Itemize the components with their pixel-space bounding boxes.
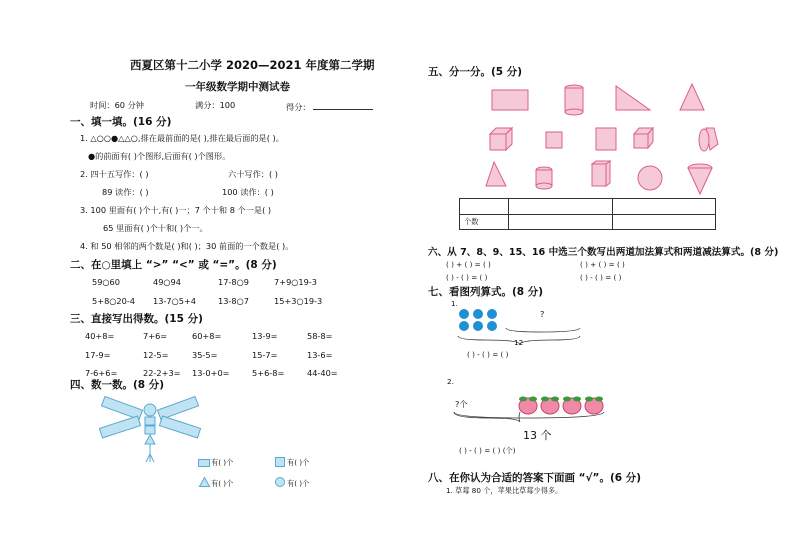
problem-2-total: 13 个 [523,429,552,442]
calc-item: 13-6= [307,350,333,360]
q2-line-a: 2. 四十五写作：( ) [80,169,149,179]
calc-item: 35-5= [192,350,218,360]
rectangle-icon [198,459,210,467]
q2-line-b: 六十写作：( ) [228,169,278,179]
section-1-heading: 一、填一填。(16 分) [70,116,172,128]
add-equation-1: ( ) + ( ) = ( ) [446,260,491,269]
section-2-heading: 二、在○里填上 “>” “<” 或 “=”。(8 分) [70,259,277,271]
section-5-heading: 五、分一分。(5 分) [428,66,523,78]
calc-item: 12-5= [143,350,169,360]
compare-item: 59○60 [92,277,120,287]
table-row-label: 个数 [464,217,479,226]
problem-1-equation: ( ) - ( ) = ( ) [467,350,509,359]
sub-equation-2: ( ) - ( ) = ( ) [580,273,622,282]
problem-2-number: 2. [447,377,454,386]
sub-equation-1: ( ) - ( ) = ( ) [446,273,488,282]
calc-item: 7-6+6= [85,368,118,378]
page-subtitle: 一年级数学期中测试卷 [185,81,290,93]
exam-time: 时间：60 分钟 [90,100,144,110]
calc-item: 60+8= [192,331,222,341]
classify-table [459,198,716,230]
score-field [286,100,373,113]
q4-line: 4. 和 50 相邻的两个数是( )和( )；30 前面的一个数是( )。 [80,241,294,251]
calc-item: 7+6= [143,331,168,341]
compare-item: 15+3○19-3 [274,296,323,306]
compare-item: 49○94 [153,277,181,287]
count-rectangle-label: 有( )个 [211,458,234,467]
calc-item: 5+6-8= [252,368,285,378]
solid-shapes-figure [480,82,740,192]
section-6-heading: 六、从 7、8、9、15、16 中选三个数写出两道加法算式和两道减法算式。(8 分) [428,247,779,258]
section-8-question-1: 1. 草莓 80 个，苹果比草莓少得多。 [446,486,563,495]
circle-icon [275,477,285,487]
compare-item: 5+8○20-4 [92,296,136,306]
problem-2-equation: ( ) - ( ) = ( ) (个) [459,446,516,455]
calc-item: 44-40= [307,368,338,378]
compare-item: 13-7○5+4 [153,296,197,306]
section-4-heading: 四、数一数。(8 分) [70,379,165,391]
count-circle-label: 有( )个 [287,479,310,488]
calc-item: 22-2+3= [143,368,181,378]
add-equation-2: ( ) + ( ) = ( ) [580,260,625,269]
dragonfly-shape-figure [96,400,206,480]
problem-1-number: 1. [451,299,458,308]
count-square-label: 有( )个 [287,458,310,467]
calc-item: 15-7= [252,350,278,360]
q2-line-d: 100 读作：( ) [222,187,274,197]
count-triangle-label: 有( )个 [211,479,234,488]
q1-line-a: 1. △○○●△△○,排在最前面的是( ),排在最后面的是( )。 [80,133,284,143]
section-8-heading: 八、在你认为合适的答案下面画 “√”。(6 分) [428,472,642,484]
q2-line-c: 89 读作：( ) [102,187,149,197]
section-3-heading: 三、直接写出得数。(15 分) [70,313,203,325]
q3-line-a: 3. 100 里面有( )个十,有( )一；7 个十和 8 个一是( ) [80,205,272,215]
page-title: 西夏区第十二小学 2020—2021 年度第二学期 [130,58,375,72]
problem-1-unknown: ? [540,309,545,319]
section-7-heading: 七、看图列算式。(8 分) [428,286,544,298]
problem-2-unknown: ?个 [455,399,468,409]
calc-item: 58-8= [307,331,333,341]
compare-item: 7+9○19-3 [274,277,318,287]
triangle-icon [199,477,210,487]
score-blank [313,100,373,110]
compare-item: 17-8○9 [218,277,249,287]
calc-item: 17-9= [85,350,111,360]
calc-item: 40+8= [85,331,115,341]
peaches-figure [452,388,612,428]
compare-item: 13-8○7 [218,296,249,306]
q1-line-b: ●的前面有( )个图形,后面有( )个图形。 [88,151,231,161]
full-score: 满分：100 [195,100,236,110]
square-icon [275,457,285,467]
score-label: 得分： [286,102,311,112]
calc-item: 13-9= [252,331,278,341]
problem-1-total: 12 [514,338,524,347]
calc-item: 13-0+0= [192,368,230,378]
q3-line-b: 65 里面有( )个十和( )个一。 [103,223,208,233]
